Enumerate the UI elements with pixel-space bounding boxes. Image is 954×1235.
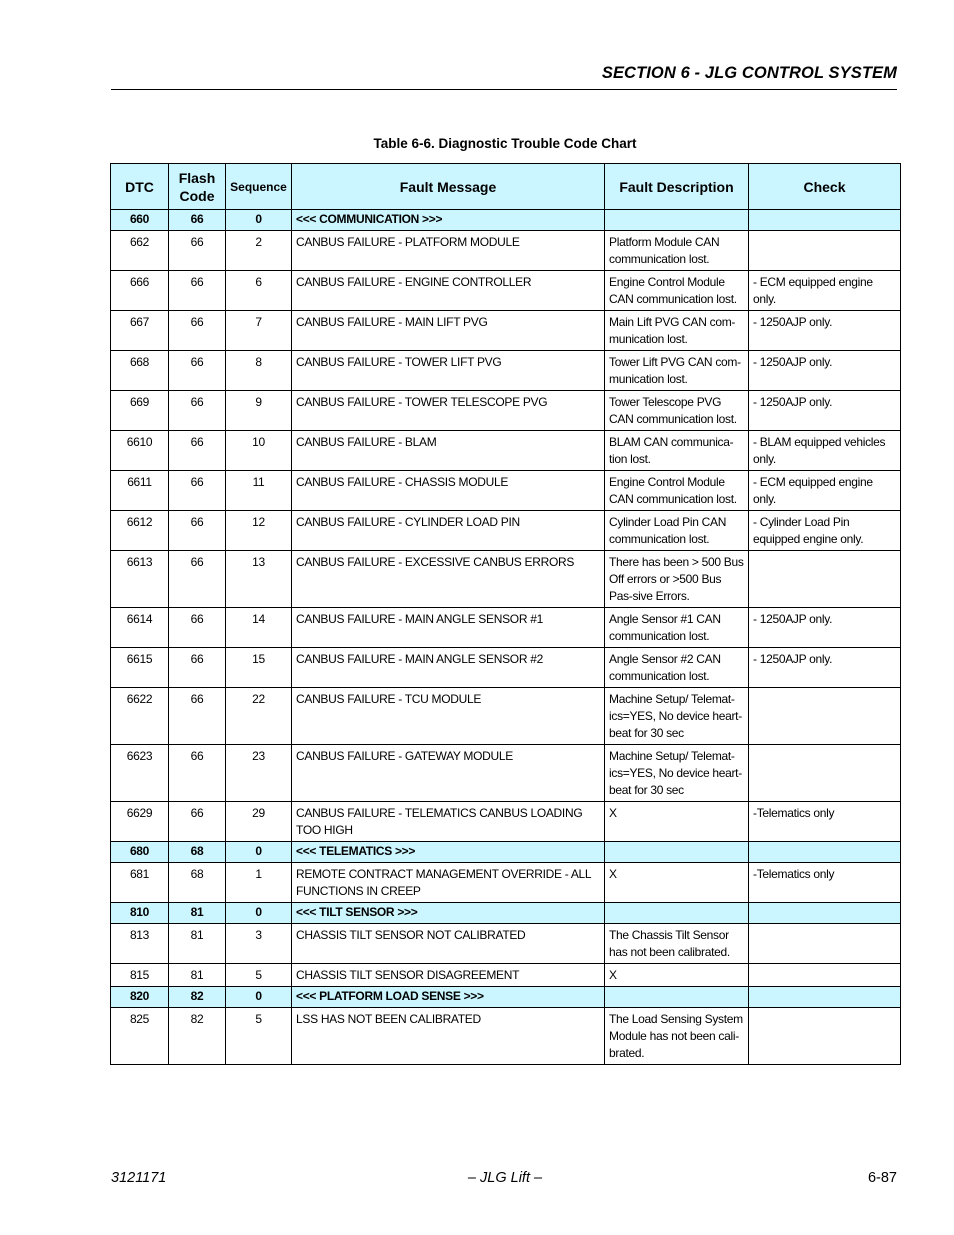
- cell-dtc: 825: [111, 1008, 169, 1065]
- cell-sequence: 5: [226, 964, 292, 987]
- table-row: [111, 1008, 901, 1065]
- cell-flash-code: 66: [169, 608, 226, 648]
- cell-sequence: 23: [226, 745, 292, 802]
- table-row: [111, 431, 901, 471]
- cell-fault-description: Machine Setup/ Telemat-ics=YES, No device heart-beat for 30 sec: [605, 745, 749, 802]
- cell-fault-message: <<< PLATFORM LOAD SENSE >>>: [292, 987, 605, 1008]
- cell-flash-code: 68: [169, 863, 226, 903]
- cell-check: - ECM equipped engine only.: [749, 471, 901, 511]
- cell-check: - 1250AJP only.: [749, 311, 901, 351]
- cell-check: [749, 210, 901, 231]
- cell-flash-code: 66: [169, 471, 226, 511]
- footer-page-number: 6-87: [867, 1170, 897, 1186]
- cell-dtc: 6614: [111, 608, 169, 648]
- cell-flash-code: 81: [169, 964, 226, 987]
- cell-dtc: 6615: [111, 648, 169, 688]
- cell-fault-message: CANBUS FAILURE - PLATFORM MODULE: [292, 231, 605, 271]
- table-row: [111, 964, 901, 987]
- cell-fault-description: Engine Control Module CAN communication lost.: [605, 271, 749, 311]
- cell-check: - Cylinder Load Pin equipped engine only.: [749, 511, 901, 551]
- cell-fault-description: Angle Sensor #2 CAN communication lost.: [605, 648, 749, 688]
- cell-dtc: 6612: [111, 511, 169, 551]
- cell-dtc: 6622: [111, 688, 169, 745]
- cell-check: -Telematics only: [749, 802, 901, 842]
- table-row: [111, 688, 901, 745]
- table-body: [111, 210, 901, 1065]
- cell-sequence: 0: [226, 210, 292, 231]
- cell-dtc: 667: [111, 311, 169, 351]
- cell-flash-code: 66: [169, 210, 226, 231]
- cell-sequence: 14: [226, 608, 292, 648]
- cell-sequence: 11: [226, 471, 292, 511]
- table-row: [111, 924, 901, 964]
- table-row: [111, 648, 901, 688]
- cell-fault-message: CANBUS FAILURE - TCU MODULE: [292, 688, 605, 745]
- cell-flash-code: 82: [169, 987, 226, 1008]
- cell-flash-code: 66: [169, 648, 226, 688]
- cell-check: - BLAM equipped vehicles only.: [749, 431, 901, 471]
- col-header-fault-description: Fault Description: [605, 164, 749, 210]
- cell-check: [749, 842, 901, 863]
- cell-fault-message: CANBUS FAILURE - ENGINE CONTROLLER: [292, 271, 605, 311]
- cell-fault-description: [605, 903, 749, 924]
- cell-fault-description: The Load Sensing System Module has not been cali-brated.: [605, 1008, 749, 1065]
- table-row: [111, 351, 901, 391]
- cell-check: - 1250AJP only.: [749, 351, 901, 391]
- cell-fault-message: CANBUS FAILURE - BLAM: [292, 431, 605, 471]
- cell-flash-code: 81: [169, 924, 226, 964]
- cell-sequence: 0: [226, 842, 292, 863]
- cell-flash-code: 66: [169, 431, 226, 471]
- table-row: [111, 551, 901, 608]
- cell-fault-message: CANBUS FAILURE - MAIN ANGLE SENSOR #1: [292, 608, 605, 648]
- cell-sequence: 6: [226, 271, 292, 311]
- table-row: [111, 391, 901, 431]
- cell-fault-message: CANBUS FAILURE - MAIN LIFT PVG: [292, 311, 605, 351]
- col-header-flash-line2: Code: [179, 187, 215, 204]
- cell-flash-code: 66: [169, 802, 226, 842]
- cell-sequence: 7: [226, 311, 292, 351]
- section-title: SECTION 6 - JLG CONTROL SYSTEM: [601, 64, 897, 82]
- cell-dtc: 6611: [111, 471, 169, 511]
- cell-fault-message: <<< TELEMATICS >>>: [292, 842, 605, 863]
- cell-check: [749, 964, 901, 987]
- cell-flash-code: 68: [169, 842, 226, 863]
- cell-fault-message: CANBUS FAILURE - TOWER TELESCOPE PVG: [292, 391, 605, 431]
- cell-sequence: 10: [226, 431, 292, 471]
- cell-dtc: 662: [111, 231, 169, 271]
- cell-sequence: 5: [226, 1008, 292, 1065]
- table-row: [111, 608, 901, 648]
- cell-dtc: 668: [111, 351, 169, 391]
- cell-sequence: 9: [226, 391, 292, 431]
- cell-fault-message: CANBUS FAILURE - TELEMATICS CANBUS LOADING TOO HIGH: [292, 802, 605, 842]
- table-header-row: [111, 164, 901, 210]
- dtc-table: [110, 163, 901, 1065]
- cell-fault-message: CANBUS FAILURE - EXCESSIVE CANBUS ERRORS: [292, 551, 605, 608]
- table-row: [111, 511, 901, 551]
- cell-check: - 1250AJP only.: [749, 391, 901, 431]
- table-row: [111, 231, 901, 271]
- table-row: [111, 271, 901, 311]
- cell-sequence: 0: [226, 987, 292, 1008]
- cell-sequence: 8: [226, 351, 292, 391]
- cell-fault-description: X: [605, 964, 749, 987]
- cell-dtc: 815: [111, 964, 169, 987]
- cell-check: - 1250AJP only.: [749, 608, 901, 648]
- cell-fault-description: Cylinder Load Pin CAN communication lost.: [605, 511, 749, 551]
- cell-flash-code: 82: [169, 1008, 226, 1065]
- table-row: [111, 471, 901, 511]
- cell-fault-description: X: [605, 802, 749, 842]
- header-rule: [111, 89, 897, 90]
- cell-fault-message: CANBUS FAILURE - MAIN ANGLE SENSOR #2: [292, 648, 605, 688]
- table-row: [111, 745, 901, 802]
- cell-fault-message: LSS HAS NOT BEEN CALIBRATED: [292, 1008, 605, 1065]
- cell-check: - ECM equipped engine only.: [749, 271, 901, 311]
- table-row: [111, 802, 901, 842]
- cell-check: -Telematics only: [749, 863, 901, 903]
- col-header-flash-line1: Flash: [178, 169, 216, 186]
- cell-check: [749, 903, 901, 924]
- table-row: [111, 863, 901, 903]
- col-header-dtc: DTC: [111, 164, 169, 210]
- col-header-check: Check: [749, 164, 901, 210]
- cell-dtc: 820: [111, 987, 169, 1008]
- cell-fault-description: Main Lift PVG CAN com-munication lost.: [605, 311, 749, 351]
- cell-fault-description: The Chassis Tilt Sensor has not been calibrated.: [605, 924, 749, 964]
- cell-fault-description: Tower Telescope PVG CAN communication lost.: [605, 391, 749, 431]
- cell-check: [749, 688, 901, 745]
- footer-doc-number: 3121171: [111, 1170, 167, 1186]
- table-category-row: [111, 210, 901, 231]
- cell-fault-description: Angle Sensor #1 CAN communication lost.: [605, 608, 749, 648]
- cell-flash-code: 66: [169, 231, 226, 271]
- cell-fault-description: Platform Module CAN communication lost.: [605, 231, 749, 271]
- cell-fault-message: CANBUS FAILURE - GATEWAY MODULE: [292, 745, 605, 802]
- cell-flash-code: 66: [169, 551, 226, 608]
- cell-fault-message: CHASSIS TILT SENSOR NOT CALIBRATED: [292, 924, 605, 964]
- cell-dtc: 680: [111, 842, 169, 863]
- table-row: [111, 311, 901, 351]
- table-caption: Table 6-6. Diagnostic Trouble Code Chart: [373, 136, 637, 151]
- cell-check: [749, 1008, 901, 1065]
- cell-sequence: 0: [226, 903, 292, 924]
- cell-sequence: 22: [226, 688, 292, 745]
- cell-sequence: 15: [226, 648, 292, 688]
- cell-flash-code: 66: [169, 511, 226, 551]
- cell-fault-description: [605, 987, 749, 1008]
- cell-dtc: 660: [111, 210, 169, 231]
- cell-dtc: 813: [111, 924, 169, 964]
- cell-check: [749, 987, 901, 1008]
- cell-fault-description: Machine Setup/ Telemat-ics=YES, No device heart-beat for 30 sec: [605, 688, 749, 745]
- cell-fault-message: <<< COMMUNICATION >>>: [292, 210, 605, 231]
- cell-flash-code: 66: [169, 688, 226, 745]
- cell-flash-code: 66: [169, 271, 226, 311]
- cell-sequence: 2: [226, 231, 292, 271]
- cell-fault-description: [605, 842, 749, 863]
- cell-fault-description: Engine Control Module CAN communication lost.: [605, 471, 749, 511]
- cell-fault-message: CANBUS FAILURE - TOWER LIFT PVG: [292, 351, 605, 391]
- cell-check: - 1250AJP only.: [749, 648, 901, 688]
- cell-flash-code: 81: [169, 903, 226, 924]
- cell-fault-message: CHASSIS TILT SENSOR DISAGREEMENT: [292, 964, 605, 987]
- cell-dtc: 669: [111, 391, 169, 431]
- col-header-fault-message: Fault Message: [292, 164, 605, 210]
- cell-flash-code: 66: [169, 351, 226, 391]
- table-category-row: [111, 842, 901, 863]
- cell-fault-message: CANBUS FAILURE - CYLINDER LOAD PIN: [292, 511, 605, 551]
- cell-sequence: 29: [226, 802, 292, 842]
- cell-fault-description: There has been > 500 Bus Off errors or >500 Bus Pas-sive Errors.: [605, 551, 749, 608]
- cell-fault-message: CANBUS FAILURE - CHASSIS MODULE: [292, 471, 605, 511]
- cell-check: [749, 231, 901, 271]
- cell-fault-description: [605, 210, 749, 231]
- cell-flash-code: 66: [169, 311, 226, 351]
- cell-fault-description: X: [605, 863, 749, 903]
- cell-fault-description: BLAM CAN communica-tion lost.: [605, 431, 749, 471]
- cell-dtc: 6629: [111, 802, 169, 842]
- cell-dtc: 6610: [111, 431, 169, 471]
- cell-fault-description: Tower Lift PVG CAN com-munication lost.: [605, 351, 749, 391]
- cell-dtc: 681: [111, 863, 169, 903]
- cell-sequence: 12: [226, 511, 292, 551]
- cell-sequence: 3: [226, 924, 292, 964]
- cell-dtc: 6613: [111, 551, 169, 608]
- cell-sequence: 1: [226, 863, 292, 903]
- cell-check: [749, 924, 901, 964]
- cell-fault-message: <<< TILT SENSOR >>>: [292, 903, 605, 924]
- col-header-flash-code: [169, 164, 226, 210]
- cell-flash-code: 66: [169, 391, 226, 431]
- cell-dtc: 6623: [111, 745, 169, 802]
- cell-dtc: 810: [111, 903, 169, 924]
- table-category-row: [111, 987, 901, 1008]
- table-category-row: [111, 903, 901, 924]
- cell-sequence: 13: [226, 551, 292, 608]
- cell-check: [749, 745, 901, 802]
- cell-flash-code: 66: [169, 745, 226, 802]
- footer-publisher: – JLG Lift –: [467, 1170, 543, 1186]
- col-header-sequence: Sequence: [226, 164, 292, 210]
- cell-fault-message: REMOTE CONTRACT MANAGEMENT OVERRIDE - ALL FUNCTIONS IN CREEP: [292, 863, 605, 903]
- cell-check: [749, 551, 901, 608]
- cell-dtc: 666: [111, 271, 169, 311]
